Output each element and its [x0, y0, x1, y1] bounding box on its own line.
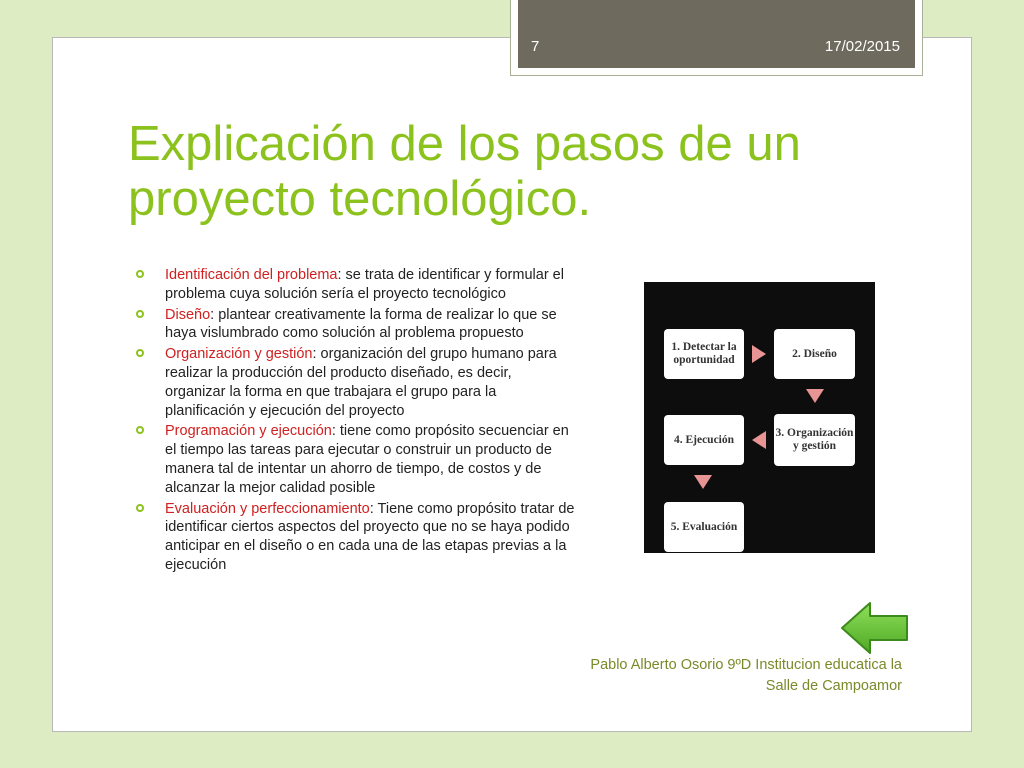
slide-title: Explicación de los pasos de un proyecto tecnológico.	[128, 117, 801, 226]
diagram-step-5: 5. Evaluación	[664, 502, 744, 552]
header-bar	[518, 0, 915, 68]
bullet-text: : plantear creativamente la forma de realizar lo que se haya vislumbrado como solución al problema propuesto	[165, 306, 557, 342]
slide-number: 7	[531, 38, 540, 55]
bullet-term: Programación y ejecución	[165, 423, 332, 440]
footer-credit	[540, 655, 902, 697]
bullet-item	[136, 422, 576, 497]
bullet-list	[136, 266, 576, 577]
bullet-item	[136, 345, 576, 420]
back-arrow-icon[interactable]	[840, 601, 910, 655]
bullet-item	[136, 500, 576, 575]
diagram-step-1: 1. Detectar la oportunidad	[664, 329, 744, 379]
arrow-down-icon	[694, 475, 712, 489]
footer-line-2: Salle de Campoamor	[765, 678, 902, 694]
circle-bullet-icon	[136, 426, 144, 434]
arrow-right-icon	[752, 345, 766, 363]
diagram-step-4: 4. Ejecución	[664, 415, 744, 465]
circle-bullet-icon	[136, 504, 144, 512]
arrow-left-icon	[752, 431, 766, 449]
bullet-text: : organización del grupo humano para realizar la producción del producto diseñado, es decir, organizar la forma en que trabajara el grupo para la planificación y ejecución del proyecto	[165, 346, 557, 419]
bullet-text: : tiene como propósito secuenciar en el tiempo las tareas para ejecutar o construir un producto de manera tal de intentar un ahorro de tiempo, de costos y de alcanzar la mejor calidad posible	[165, 423, 569, 496]
bullet-text: : Tiene como propósito tratar de identificar ciertos aspectos del proyecto que no se haya podido anticipar en el diseño o en cada una de las etapas previas a la ejecución	[165, 500, 575, 573]
circle-bullet-icon	[136, 310, 144, 318]
process-diagram	[644, 282, 875, 553]
circle-bullet-icon	[136, 270, 144, 278]
circle-bullet-icon	[136, 349, 144, 357]
footer-line-1: Pablo Alberto Osorio 9ºD Institucion educatica la	[590, 657, 902, 673]
bullet-term: Organización y gestión	[165, 346, 313, 363]
diagram-step-3: 3. Organización y gestión	[774, 414, 855, 466]
diagram-step-2: 2. Diseño	[774, 329, 855, 379]
bullet-term: Identificación del problema	[165, 267, 338, 283]
bullet-text: : se trata de identificar y formular el problema cuya solución sería el proyecto tecnológico	[165, 267, 564, 302]
bullet-item	[136, 306, 576, 344]
arrow-down-icon	[806, 389, 824, 403]
bullet-item	[136, 266, 576, 304]
slide-date: 17/02/2015	[824, 38, 900, 55]
bullet-term: Evaluación y perfeccionamiento	[165, 500, 370, 517]
bullet-term: Diseño	[165, 306, 211, 323]
